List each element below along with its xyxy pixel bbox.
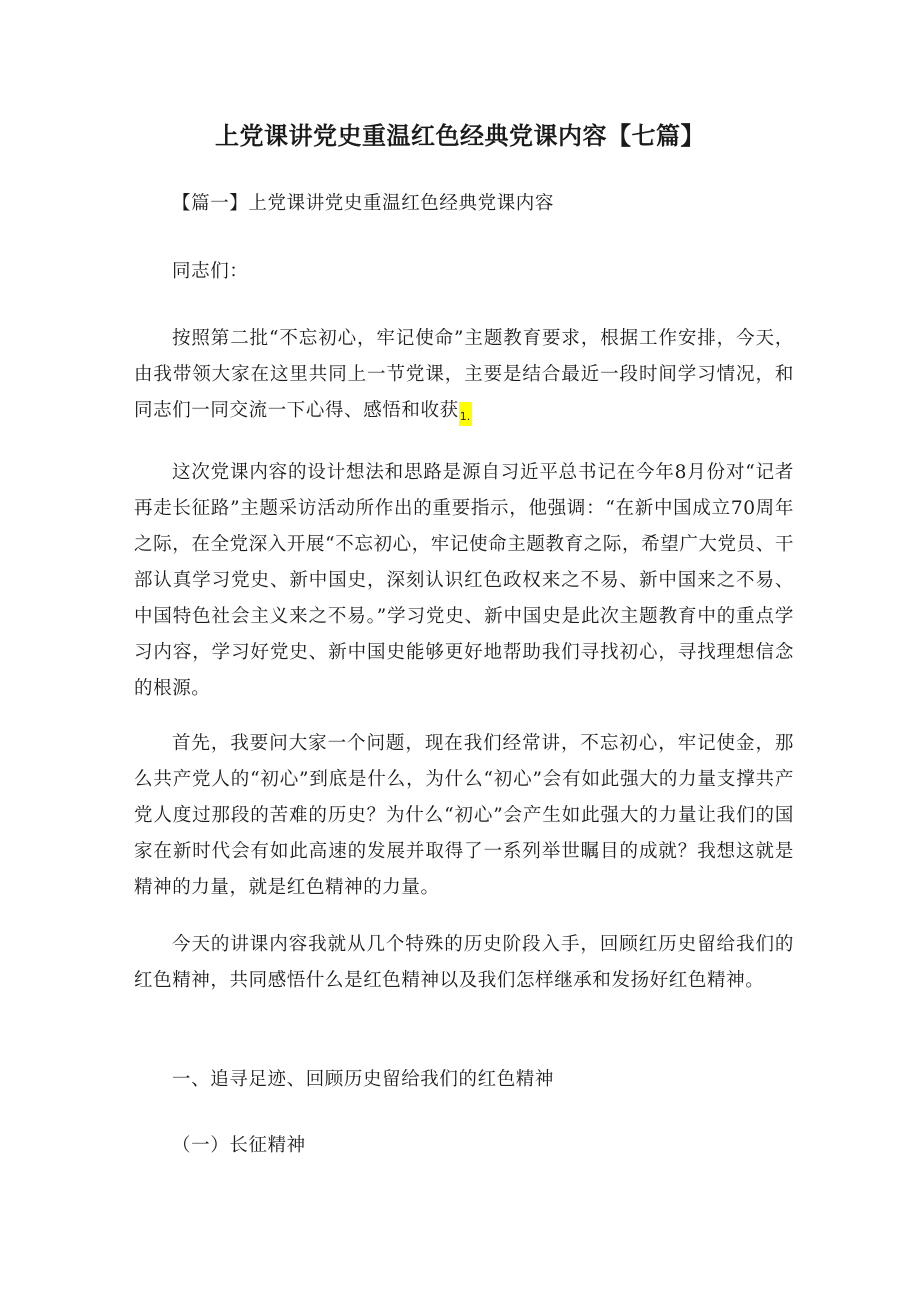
paragraph-4: 今天的讲课内容我就从几个特殊的历史阶段入手，回顾红历史留给我们的红色精神，共同感悟什么是红色精神以及我们怎样继承和发扬好红色精神。: [134, 934, 794, 991]
salutation: 同志们：: [172, 261, 249, 282]
paragraph-2: 这次党课内容的设计想法和思路是源自习近平总书记在今年8月份对“记者再走长征路”主题采访活动所作出的重要指示，他强调：“在新中国成立70周年之际，在全党深入开展“不忘初心，牢记使命主题教育之际，希望广大党员、干部认真学习党史、新中国史，深刻认识红色政权来之不易、新中国来之不易、中国特色社会主义来之不易。”学习党史、新中国史是此次主题教育中的重点学习内容，学习好党史、新中国史能够更好地帮助我们寻找初心，寻找理想信念的根源。: [134, 462, 794, 699]
paragraph-1-text: 按照第二批“不忘初心，牢记使命”主题教育要求，根据工作安排，今天，由我带领大家在这里共同上一节党课，主要是结合最近一段时间学习情况，和同志们一同交流一下心得、感悟和收获: [134, 328, 794, 421]
paragraph-3: 首先，我要问大家一个问题，现在我们经常讲，不忘初心，牢记使金，那么共产党人的“初心”到底是什么，为什么“初心”会有如此强大的力量支撑共产党人度过那段的苦难的历史？为什么“初心”会产生如此强大的力量让我们的国家在新时代会有如此高速的发展并取得了一系列举世瞩目的成就？我想这就是精神的力量，就是红色精神的力量。: [134, 733, 794, 898]
subheading-one: 一、追寻足迹、回顾历史留给我们的红色精神: [172, 1069, 555, 1090]
paragraph-1: [134, 321, 794, 429]
document-title: 上党课讲党史重温红色经典党课内容【七篇】: [215, 122, 705, 150]
subheading-two: （一）长征精神: [172, 1135, 306, 1156]
footnote-marker: 1.: [459, 402, 473, 426]
section-heading: 【篇一】上党课讲党史重温红色经典党课内容: [172, 193, 555, 214]
